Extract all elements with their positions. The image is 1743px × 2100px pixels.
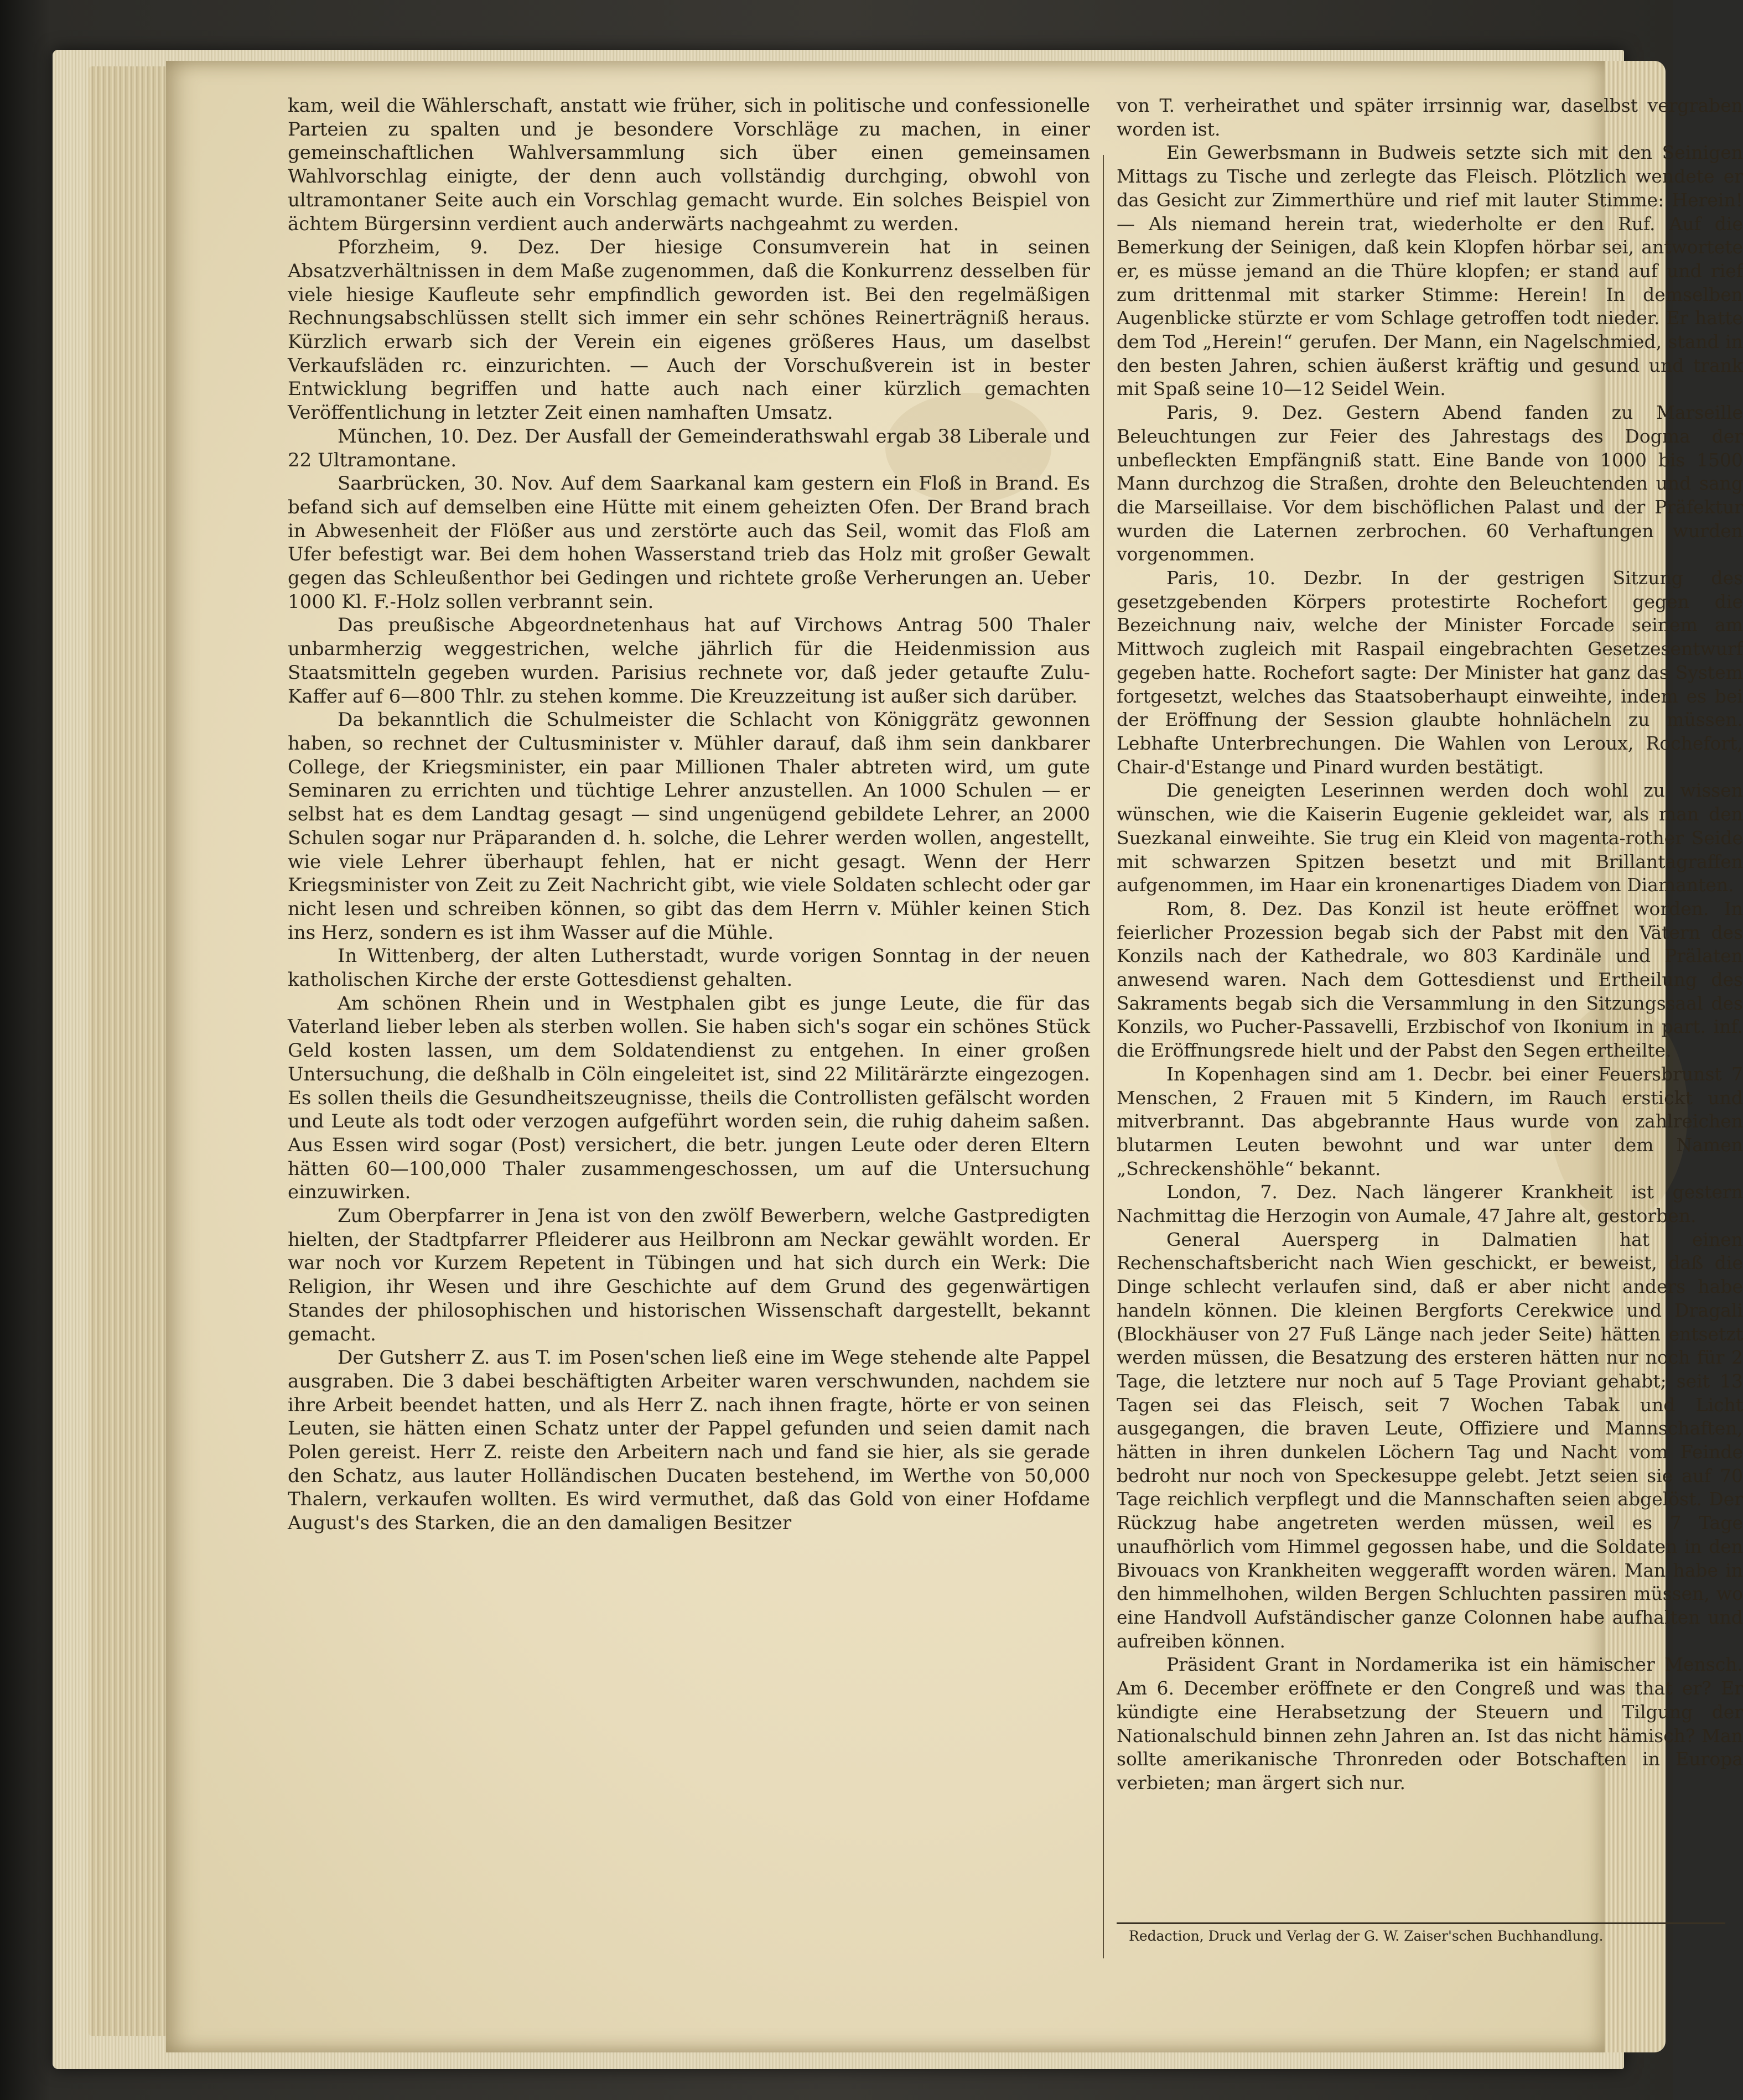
newspaper-page	[166, 61, 1743, 2052]
article-paragraph: General Auersperg in Dalmatien hat einen Rechenschaftsbericht nach Wien geschickt, er beweist, daß die Dinge schlecht verlaufen sind, daß er aber nicht anders habe handeln können. Die kleinen Bergforts Cerekwice und Dragali (Blockhäuser von 27 Fuß Länge nach jeder Seite) hätten entsetzt werden müssen, die Besatzung des ersteren hätten nur noch für 2 Tage, die letztere nur noch auf 5 Tage Proviant gehabt; seit 13 Tagen sei das Fleisch, seit 7 Wochen Tabak und Licht ausgegangen, die braven Leute, Offiziere und Mannschaften, hätten in ihren dunkelen Löchern Tag und Nacht vom Feinde bedroht nur noch von Speckesuppe gelebt. Jetzt seien sie auf 70 Tage reichlich verpflegt und die Mannschaften seien abgelöst. Der Rückzug habe angetreten werden müssen, weil es 7 Tage unaufhörlich vom Himmel gegossen habe, und die Soldaten in den Bivouacs von Krankheiten weggerafft worden wären. Man habe in den himmelhohen, wilden Bergen Schluchten passiren müssen, wo eine Handvoll Aufständischer ganze Colonnen habe aufhalten und aufreiben können.	[1117, 1228, 1743, 1652]
article-paragraph: Das preußische Abgeordnetenhaus hat auf Virchows Antrag 500 Thaler unbarmherzig weggestrichen, welche jährlich für die Heidenmission aus Staatsmitteln gegeben wurden. Parisius rechnete vor, daß jeder getaufte Zulu-Kaffer auf 6—800 Thlr. zu stehen komme. Die Kreuzzeitung ist außer sich darüber.	[288, 614, 1090, 708]
imprint-line: Redaction, Druck und Verlag der G. W. Zaiser'schen Buchhandlung.	[1129, 1928, 1604, 1944]
article-paragraph: Paris, 9. Dez. Gestern Abend fanden zu Marseille Beleuchtungen zur Feier des Jahrestags des Dogma der unbefleckten Empfängniß statt. Eine Bande von 1000 bis 1500 Mann durchzog die Straßen, drohte den Beleuchtenden und sang die Marseillaise. Vor dem bischöflichen Palast und der Präfektur wurden die Laternen zerbrochen. 60 Verhaftungen wurden vorgenommen.	[1117, 402, 1743, 565]
article-paragraph: Die geneigten Leserinnen werden doch wohl zu wissen wünschen, wie die Kaiserin Eugenie gekleidet war, als man den Suezkanal einweihte. Sie trug ein Kleid von magenta-rother Seide mit schwarzen Spitzen besetzt und mit Brillantagraffen aufgenommen, im Haar ein kronenartiges Diadem von Diamanten.	[1117, 779, 1743, 896]
article-paragraph: kam, weil die Wählerschaft, anstatt wie früher, sich in politische und confessionelle Parteien zu spalten und je besondere Vorschläge zu machen, in einer gemeinschaftlichen Wahlversammlung sich über einen gemeinsamen Wahlvorschlag einigte, der denn auch vollständig durchging, obwohl von ultramontaner Seite auch ein Vorschlag gemacht wurde. Ein solches Beispiel von ächtem Bürgersinn verdient auch anderwärts nachgeahmt zu werden.	[288, 95, 1090, 235]
article-paragraph: Präsident Grant in Nordamerika ist ein hämischer Mensch. Am 6. December eröffnete er den Congreß und was that er? Er kündigte eine Herabsetzung der Steuern und Tilgung der Nationalschuld binnen zehn Jahren an. Ist das nicht hämisch? Man sollte amerikanische Thronreden oder Botschaften in Europa verbieten; man ärgert sich nur.	[1117, 1654, 1743, 1794]
article-paragraph: München, 10. Dez. Der Ausfall der Gemeinderathswahl ergab 38 Liberale und 22 Ultramontane.	[288, 425, 1090, 471]
left-text-column	[288, 94, 1090, 1535]
article-paragraph: Saarbrücken, 30. Nov. Auf dem Saarkanal kam gestern ein Floß in Brand. Es befand sich auf demselben eine Hütte mit einem geheizten Ofen. Der Brand brach in Abwesenheit der Flößer aus und zerstörte auch das Seil, womit das Floß am Ufer befestigt war. Bei dem hohen Wasserstand trieb das Holz mit großer Gewalt gegen das Schleußenthor bei Gedingen und richtete große Verherungen an. Ueber 1000 Kl. F.-Holz sollen verbrannt sein.	[288, 472, 1090, 613]
article-paragraph: Rom, 8. Dez. Das Konzil ist heute eröffnet worden. In feierlicher Prozession begab sich der Pabst mit den Vätern des Konzils nach der Kathedrale, wo 803 Kardinäle und Prälaten anwesend waren. Nach dem Gottesdienst und Ertheilung des Sakraments begab sich die Versammlung in den Sitzungssaal des Konzils, wo Pucher-Passavelli, Erzbischof von Ikonium in part. inf. die Eröffnungsrede hielt und der Pabst den Segen ertheilte.	[1117, 897, 1743, 1062]
article-paragraph: Der Gutsherr Z. aus T. im Posen'schen ließ eine im Wege stehende alte Pappel ausgraben. Die 3 dabei beschäftigten Arbeiter waren verschwunden, nachdem sie ihre Arbeit beendet hatten, und als Herr Z. nach ihnen fragte, hörte er von seinen Leuten, sie hätten einen Schatz unter der Pappel gefunden und seien damit nach Polen gereist. Herr Z. reiste den Arbeitern nach und fand sie hier, als sie gerade den Schatz, aus lauter Holländischen Ducaten bestehend, im Werthe von 50,000 Thalern, verkaufen wollten. Es wird vermuthet, daß das Gold von einer Hofdame August's des Starken, die an den damaligen Besitzer	[288, 1347, 1090, 1535]
footer-rule	[1117, 1922, 1725, 1924]
article-paragraph: Am schönen Rhein und in Westphalen gibt es junge Leute, die für das Vaterland lieber leben als sterben wollen. Sie haben sich's sogar ein schönes Stück Geld kosten lassen, um dem Soldatendienst zu entgehen. In einer großen Untersuchung, die deßhalb in Cöln eingeleitet ist, sind 22 Militärärzte eingezogen. Es sollen theils die Gesundheitszeugnisse, theils die Controllisten gefälscht worden und Leute als todt oder verzogen aufgeführt worden sein, die ruhig daheim saßen. Aus Essen wird sogar (Post) versichert, die betr. jungen Leute oder deren Eltern hätten 60—100,000 Thaler zusammengeschossen, um auf die Untersuchung einzuwirken.	[288, 992, 1090, 1204]
article-paragraph: In Wittenberg, der alten Lutherstadt, wurde vorigen Sonntag in der neuen katholischen Kirche der erste Gottesdienst gehalten.	[288, 945, 1090, 991]
article-paragraph: Zum Oberpfarrer in Jena ist von den zwölf Bewerbern, welche Gastpredigten hielten, der Stadtpfarrer Pfleiderer aus Heilbronn am Neckar gewählt worden. Er war noch vor Kurzem Repetent in Tübingen und hat sich durch ein Werk: Die Religion, ihr Wesen und ihre Geschichte auf dem Grund des gegenwärtigen Standes der philosophischen und historischen Wissenschaft dargestellt, bekannt gemacht.	[288, 1205, 1090, 1345]
article-paragraph: Paris, 10. Dezbr. In der gestrigen Sitzung des gesetzgebenden Körpers protestirte Rochefort gegen die Bezeichnung naiv, welche der Minister Forcade seinem am Mittwoch zugleich mit Raspail eingebrachten Gesetzesentwurf gegeben hatte. Rochefort sagte: Der Minister hat ganz das System fortgesetzt, welches das Staatsoberhaupt einweihte, indem es bei der Eröffnung der Session glaubte hohnlächeln zu müssen. Lebhafte Unterbrechungen. Die Wahlen von Leroux, Rochefort, Chair-d'Estange und Pinard wurden bestätigt.	[1117, 567, 1743, 778]
article-paragraph: von T. verheirathet und später irrsinnig war, daselbst vergraben worden ist.	[1117, 95, 1743, 140]
article-paragraph: London, 7. Dez. Nach längerer Krankheit ist gestern Nachmittag die Herzogin von Aumale, 47 Jahre alt, gestorben.	[1117, 1181, 1743, 1227]
article-paragraph: Pforzheim, 9. Dez. Der hiesige Consumverein hat in seinen Absatzverhältnissen in dem Maße zugenommen, daß die Konkurrenz desselben für viele hiesige Kaufleute sehr empfindlich geworden ist. Bei den regelmäßigen Rechnungsabschlüssen stellt sich immer ein sehr schönes Reinerträgniß heraus. Kürzlich erwarb sich der Verein ein eigenes größeres Haus, um daselbst Verkaufsläden rc. einzurichten. — Auch der Vorschußverein ist in bester Entwicklung begriffen und hatte auch nach einer kürzlich gemachten Veröffentlichung in letzter Zeit einen namhaften Umsatz.	[288, 236, 1090, 424]
column-divider	[1103, 155, 1104, 1958]
article-paragraph: Ein Gewerbsmann in Budweis setzte sich mit den Seinigen Mittags zu Tische und zerlegte das Fleisch. Plötzlich wendete er das Gesicht zur Zimmerthüre und rief mit lauter Stimme: Herein! — Als niemand herein trat, wiederholte er den Ruf. Auf die Bemerkung der Seinigen, daß kein Klopfen hörbar sei, antwortete er, es müsse jemand an die Thüre klopfen; er stand auf und rief zum drittenmal mit starker Stimme: Herein! In demselben Augenblicke stürzte er vom Schlage getroffen todt nieder. Er hatte dem Tod „Herein!“ gerufen. Der Mann, ein Nagelschmied, stand in den besten Jahren, schien äußerst kräftig und gesund und trank mit Spaß seine 10—12 Seidel Wein.	[1117, 142, 1743, 400]
right-text-column	[1117, 94, 1743, 1795]
article-paragraph: Da bekanntlich die Schulmeister die Schlacht von Königgrätz gewonnen haben, so rechnet der Cultusminister v. Mühler darauf, daß ihm sein dankbarer College, der Kriegsminister, ein paar Millionen Thaler abtreten wird, um gute Seminaren zu errichten und tüchtige Lehrer anzustellen. An 1000 Schulen — er selbst hat es dem Landtag gesagt — sind ungenügend gebildete Lehrer, an 2000 Schulen sogar nur Präparanden d. h. solche, die Lehrer werden wollen, angestellt, wie viele Lehrer überhaupt fehlen, hat er nicht gesagt. Wenn der Herr Kriegsminister von Zeit zu Zeit Nachricht gibt, wie viele Soldaten schlecht oder gar nicht lesen und schreiben können, so gibt das dem Herrn v. Mühler keinen Stich ins Herz, sondern es ist ihm Wasser auf die Mühle.	[288, 709, 1090, 944]
article-paragraph: In Kopenhagen sind am 1. Decbr. bei einer Feuersbrunst 7 Menschen, 2 Frauen mit 5 Kindern, im Rauch erstickt und mitverbrannt. Das abgebrannte Haus wurde von zahlreichen blutarmen Leuten bewohnt und war unter dem Namen „Schreckenshöhle“ bekannt.	[1117, 1063, 1743, 1179]
